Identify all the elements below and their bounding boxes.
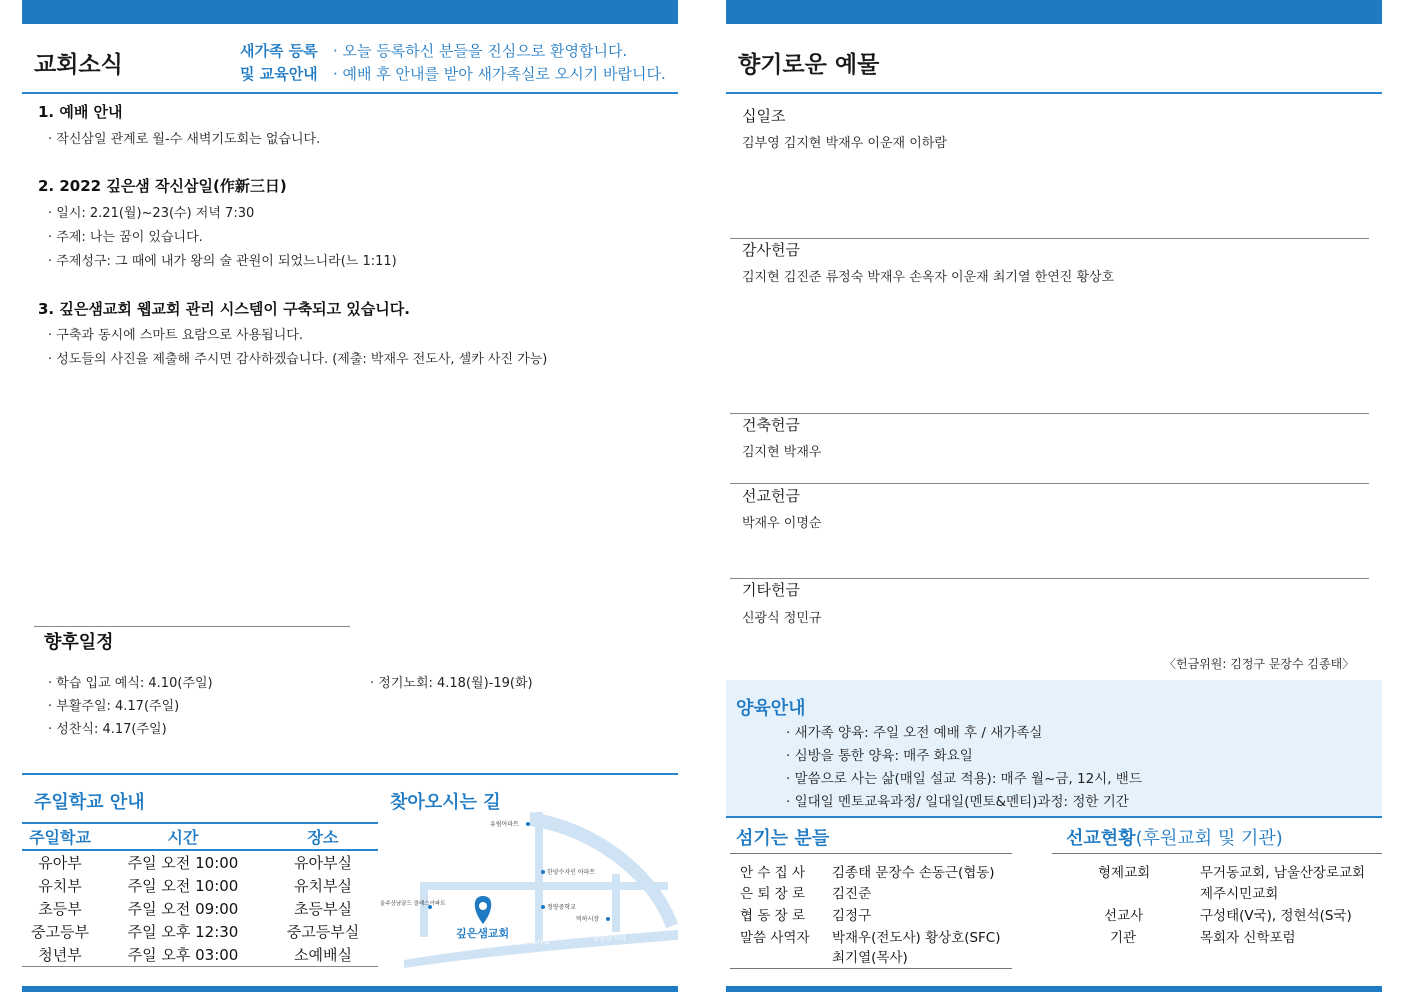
offering-label: 십일조: [742, 107, 786, 125]
welcome-text-line2: · 예배 후 안내를 받아 새가족실로 오시기 바랍니다.: [333, 65, 666, 83]
missions-title-sub: (후원교회 및 기관): [1135, 828, 1283, 849]
dept-cell: 청년부: [38, 946, 82, 964]
nurture-title: 양육안내: [736, 698, 806, 719]
sunday-school-title: 주일학교 안내: [34, 792, 145, 813]
server-role: 안 수 집 사: [740, 865, 806, 881]
offering-label: 선교헌금: [742, 487, 800, 505]
map-label: 청량중학교: [547, 904, 576, 911]
nurture-item: · 심방을 통한 양육: 매주 화요일: [786, 748, 973, 764]
mission-value: 구성태(V국), 정현석(S국): [1200, 908, 1352, 924]
server-names: 박재우(전도사) 황상호(SFC): [832, 930, 1001, 946]
schedule-item: · 성찬식: 4.17(주일): [48, 722, 167, 737]
news-3-item: · 성도들의 사진을 제출해 주시면 감사하겠습니다. (제출: 박재우 전도사, 셀카 사진 가능): [48, 352, 548, 367]
server-role: 은 퇴 장 로: [740, 886, 806, 902]
offering-names: 김지현 김진준 류정숙 박재우 손옥자 이운재 최기열 한연진 황상호: [742, 270, 1115, 285]
map-church-label: 깊은샘교회: [456, 927, 510, 940]
church-map: [380, 812, 680, 972]
news-1-item: · 작신삼일 관계로 월-수 새벽기도회는 없습니다.: [48, 132, 321, 147]
offering-names: 신광식 정민규: [742, 611, 822, 626]
server-names: 최기열(목사): [832, 950, 908, 966]
offering-committee: 〈헌금위원: 김정구 문장수 김종태〉: [1164, 657, 1355, 671]
news-1-heading: 1. 예배 안내: [38, 103, 123, 121]
server-role: 말씀 사역자: [740, 930, 810, 946]
offering-rule: [730, 413, 1369, 414]
left-header-rule: [22, 92, 678, 94]
map-label: 울주상남골드 클래스아파트: [380, 901, 446, 907]
welcome-label-line2: 및 교육안내: [240, 65, 318, 83]
offerings-title: 향기로운 예물: [738, 52, 880, 78]
place-cell: 초등부실: [294, 900, 352, 918]
missions-rule: [1052, 853, 1382, 854]
table-header-row: [22, 823, 378, 850]
map-label: 읍천교차로: [516, 938, 550, 946]
bottom-bar-right: [726, 986, 1382, 992]
time-cell: 주일 오후 03:00: [127, 946, 239, 964]
welcome-text: [333, 40, 666, 86]
col-header-time: 시간: [98, 823, 268, 850]
dept-cell: 유치부: [38, 877, 82, 895]
mission-value: 무거동교회, 남울산장로교회: [1200, 865, 1366, 881]
time-cell: 주일 오전 10:00: [127, 877, 239, 895]
time-cell: 주일 오전 09:00: [127, 900, 239, 918]
missions-title-main: 선교현황: [1066, 828, 1136, 849]
news-3-item: · 구축과 동시에 스마트 요람으로 사용됩니다.: [48, 328, 303, 343]
mission-label: 형제교회: [1098, 865, 1151, 881]
server-names: 김정구: [832, 908, 872, 924]
table-row: [22, 874, 378, 897]
server-role: 협 동 장 로: [740, 908, 806, 924]
place-cell: 소예배실: [294, 946, 352, 964]
welcome-label-line1: 새가족 등록: [240, 42, 318, 60]
dept-cell: 중고등부: [31, 923, 89, 941]
col-header-dept: 주일학교: [22, 823, 98, 850]
welcome-text-line1: · 오늘 등록하신 분들을 진심으로 환영합니다.: [333, 42, 628, 60]
mission-label: 기관: [1110, 930, 1137, 946]
news-2-heading: 2. 2022 깊은샘 작신삼일(作新三日): [38, 177, 287, 195]
top-bar-right: [726, 0, 1382, 24]
schedule-item: · 부활주일: 4.17(주일): [48, 699, 180, 714]
nurture-item: · 일대일 멘토교육과정/ 일대일(멘토&멘티)과정: 정한 기간: [786, 794, 1129, 810]
dept-cell: 초등부: [38, 900, 82, 918]
schedule-rule: [34, 626, 350, 627]
servers-title: 섬기는 분들: [736, 828, 830, 849]
map-label: 한양수자인 아파트: [547, 869, 596, 876]
col-header-place: 장소: [268, 823, 378, 850]
time-cell: 주일 오전 10:00: [127, 854, 239, 872]
mission-label: 선교사: [1104, 908, 1144, 924]
table-row: [22, 850, 378, 874]
place-cell: 중고등부실: [286, 923, 360, 941]
server-names: 김종태 문장수 손동근(협동): [832, 865, 995, 881]
offering-label: 감사헌금: [742, 241, 800, 259]
top-bar-left: [22, 0, 678, 24]
nurture-bottom-rule: [726, 816, 1382, 818]
church-news-title: 교회소식: [34, 52, 123, 78]
nurture-item: · 말씀으로 사는 삶(매일 설교 적용): 매주 월~금, 12시, 밴드: [786, 771, 1142, 787]
offering-label: 기타헌금: [742, 581, 800, 599]
place-cell: 유치부실: [294, 877, 352, 895]
offering-names: 박재우 이명순: [742, 516, 822, 531]
bottom-bar-left: [22, 986, 678, 992]
mission-value: 목회자 신학포럼: [1200, 930, 1296, 946]
offering-label: 건축헌금: [742, 416, 800, 434]
welcome-label: [240, 40, 318, 86]
offering-rule: [730, 238, 1369, 239]
servers-rule: [730, 853, 1012, 854]
missions-title: [1066, 824, 1283, 850]
schedule-title: 향후일정: [44, 632, 114, 653]
news-2-item: · 주제성구: 그 때에 내가 왕의 술 관원이 되었느니라(느 1:11): [48, 254, 397, 269]
place-cell: 유아부실: [294, 854, 352, 872]
directions-title: 찾아오시는 길: [390, 792, 501, 813]
time-cell: 주일 오후 12:30: [127, 923, 239, 941]
table-row: [22, 943, 378, 967]
left-lower-rule: [22, 773, 678, 775]
nurture-box: [726, 680, 1382, 816]
nurture-item: · 새가족 양육: 주일 오전 예배 후 / 새가족실: [786, 725, 1043, 741]
table-row: [22, 920, 378, 943]
sunday-school-table: [22, 822, 378, 967]
mission-value: 제주시민교회: [1200, 886, 1279, 902]
news-2-item: · 주제: 나는 꿈이 있습니다.: [48, 230, 203, 245]
offering-names: 김지현 박재우: [742, 445, 822, 460]
dept-cell: 유아부: [38, 854, 82, 872]
schedule-item: · 정기노회: 4.18(월)-19(화): [370, 676, 533, 691]
map-label: 먹하시장: [576, 916, 600, 923]
right-header-rule: [726, 92, 1382, 94]
offering-rule: [730, 578, 1369, 579]
map-pin-icon: [475, 896, 492, 924]
map-label: 청량삼거리: [592, 934, 626, 942]
news-3-heading: 3. 깊은샘교회 웹교회 관리 시스템이 구축되고 있습니다.: [38, 300, 410, 318]
offering-rule: [730, 483, 1369, 484]
map-label: 유림아파트: [490, 821, 519, 828]
table-row: [22, 897, 378, 920]
servers-bottom-rule: [730, 968, 1012, 969]
server-names: 김진준: [832, 886, 872, 902]
offering-names: 김부영 김지현 박재우 이운재 이하람: [742, 136, 947, 151]
schedule-item: · 학습 입교 예식: 4.10(주일): [48, 676, 213, 691]
news-2-item: · 일시: 2.21(월)~23(수) 저녁 7:30: [48, 206, 255, 221]
